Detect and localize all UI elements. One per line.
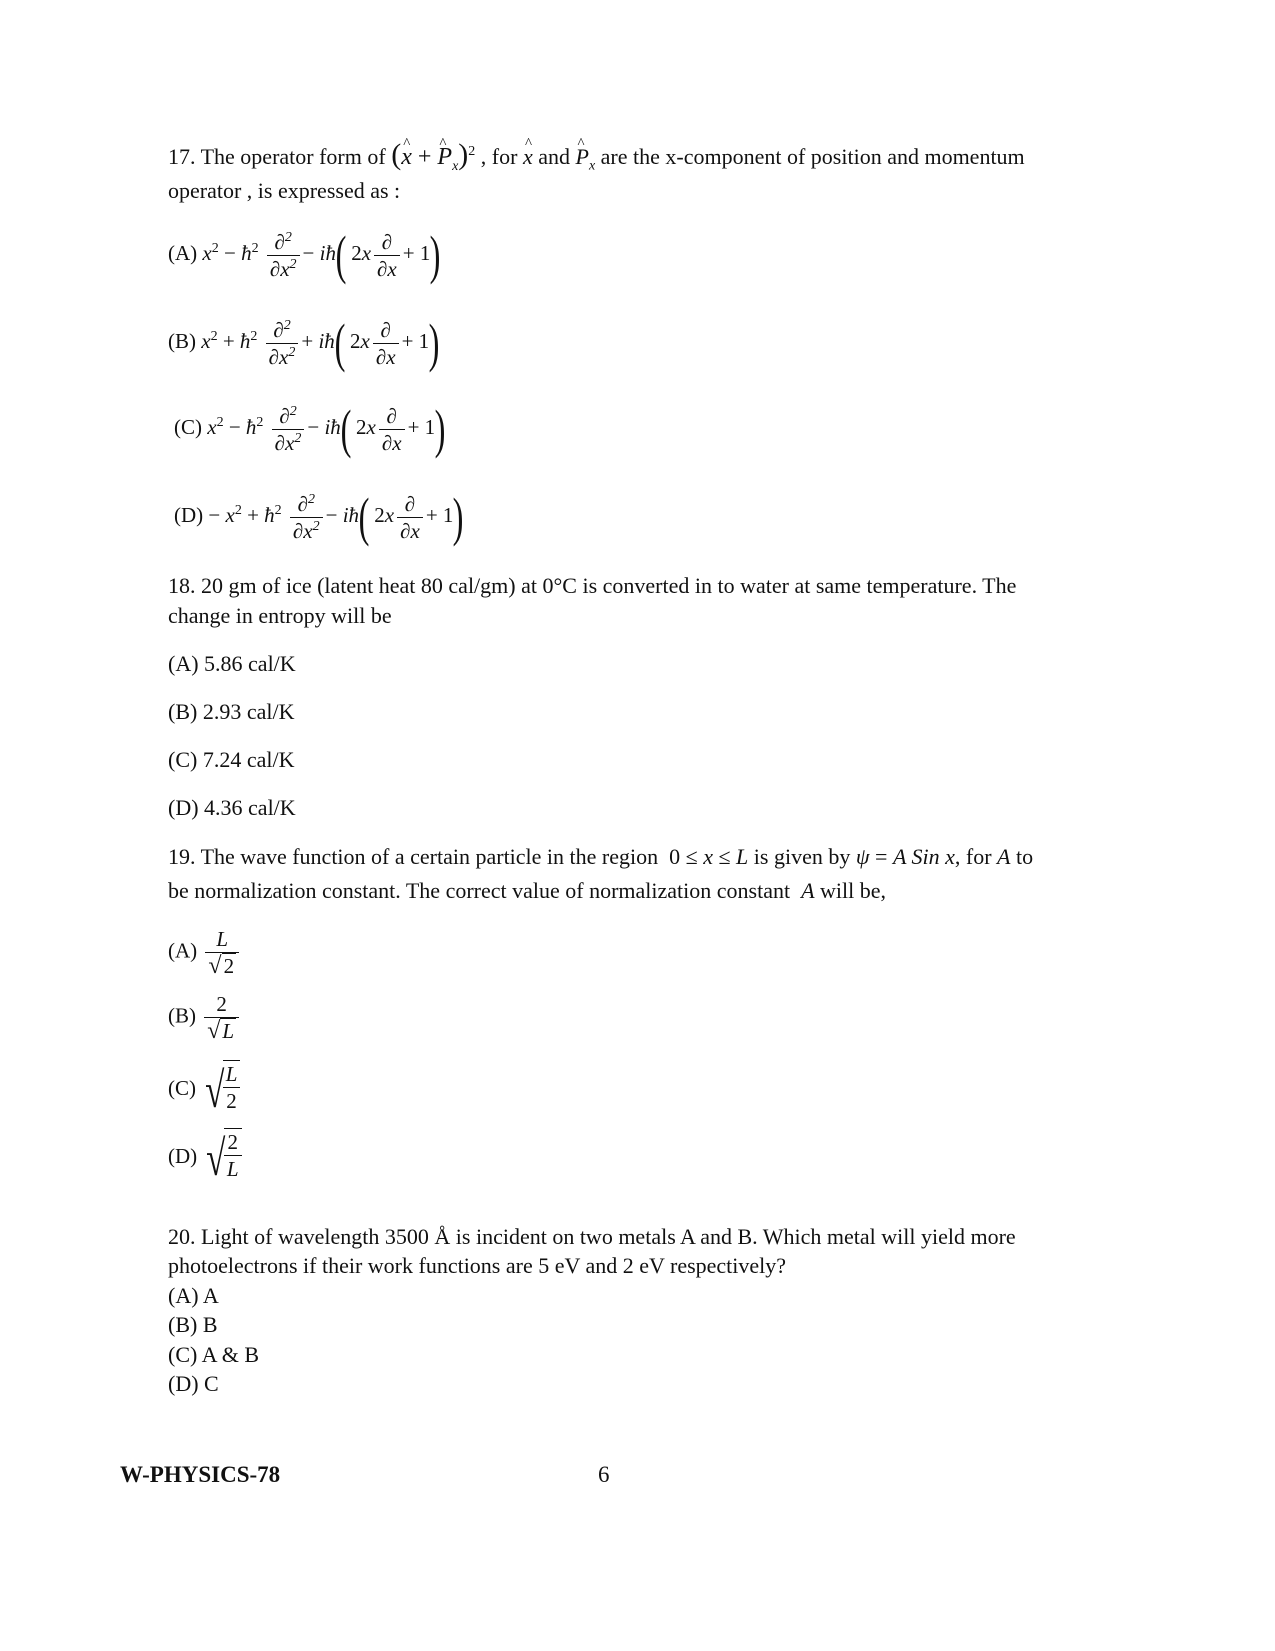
q17-option-d: $(D) - x^2$ + $ħ^2$ $\frac{\partial^2}{\partial x^2}$ − iħ( 2x $\frac{\partial}{\partial x}$ + 1) xyxy=(174,487,464,547)
q17-option-a: (A) $x^2$ − $ħ^2$ $\frac{\partial^2}{\partial x^2}$ − iħ( 2x $\frac{\partial}{\partial x}$ + 1) xyxy=(168,225,441,285)
q19-line1-c: , for xyxy=(954,844,992,869)
q19-line1-a: 19. The wave function of a certain particle in the region xyxy=(168,844,659,869)
q17-stem-a: 17. The operator form of xyxy=(168,144,386,169)
q17-p-hat: ^ P xyxy=(575,142,588,172)
q19-region: 0 ≤ x ≤ L xyxy=(663,844,749,869)
q19-option-a-label: (A) xyxy=(168,938,198,963)
q20-option-d: (D) C xyxy=(168,1371,219,1396)
q19-line2-b: will be, xyxy=(820,878,887,903)
q19-line2-a: be normalization constant. The correct value of normalization constant xyxy=(168,878,791,903)
q17-option-b: (B) $x^2$ + $ħ^2$ $\frac{\partial^2}{\partial x^2}$ + iħ( 2x $\frac{\partial}{\partial x}$ + 1) xyxy=(168,313,440,373)
q20-line2: photoelectrons if their work functions are 5 eV and 2 eV respectively? xyxy=(168,1253,787,1278)
q19-wavefunction: ψ xyxy=(855,844,870,869)
q19-option-b-label: (B) xyxy=(168,1003,196,1028)
q17-option-b-label: (B) xyxy=(168,328,196,353)
q18-option-b: (B) 2.93 cal/K xyxy=(168,699,295,724)
q17-stem-c: and xyxy=(538,144,570,169)
q17-option-a-label: (A) xyxy=(168,240,198,265)
q20-option-a: (A) A xyxy=(168,1283,219,1308)
q18-line2: change in entropy will be xyxy=(168,603,392,628)
q19-option-c: (C) √ $\frac{L}{2}$ xyxy=(168,1060,240,1120)
q19-line1-d: to xyxy=(1015,844,1034,869)
q17-option-d-label: (D) xyxy=(174,502,204,527)
q18-line1: 18. 20 gm of ice (latent heat 80 cal/gm) at 0°C is converted in to water at same temperature. The xyxy=(168,573,1017,598)
q17-option-c: (C) $x^2$ − $ħ^2$ $\frac{\partial^2}{\partial x^2}$ − iħ( 2x $\frac{\partial}{\partial x}$ + 1) xyxy=(174,399,446,459)
page-number: 6 xyxy=(598,1462,610,1487)
q19-line1-b: is given by xyxy=(753,844,851,869)
q19-line1: 19. The wave function of a certain particle in the region 0 ≤ x ≤ L is given by ψ = A Sin x, for A to xyxy=(168,844,1034,869)
q17-stem-line2: operator , is expressed as : xyxy=(168,178,401,203)
q17-x-hat: ^ x xyxy=(523,142,533,172)
q20-option-c: (C) A & B xyxy=(168,1342,260,1367)
q17-operator-expression: (^ x + ^ $P_x)^2$ xyxy=(391,144,475,170)
q17-option-c-label: (C) xyxy=(174,414,202,439)
q18-option-d: (D) 4.36 cal/K xyxy=(168,795,296,820)
q20-line1: 20. Light of wavelength 3500 Å is incident on two metals A and B. Which metal will yield more xyxy=(168,1224,1016,1249)
q18-option-a: (A) 5.86 cal/K xyxy=(168,651,296,676)
q19-option-d-label: (D) xyxy=(168,1143,198,1168)
q19-option-a: (A) $\frac{L}{√2}$ xyxy=(168,926,242,979)
q19-line2: be normalization constant. The correct value of normalization constant A will be, xyxy=(168,878,887,903)
q19-option-c-label: (C) xyxy=(168,1075,196,1100)
q17-stem-b: , for xyxy=(480,144,518,169)
q17-stem-d: are the x-component of position and momentum xyxy=(600,144,1025,169)
q19-option-d: (D) √ $\frac{2}{L}$ xyxy=(168,1128,242,1188)
q17-stem-line1: 17. The operator form of (^ x + ^ $P_x)^2$ , for ^ x and ^ $P_x$ are the x-component of position and momentum xyxy=(168,140,1025,172)
q18-option-c: (C) 7.24 cal/K xyxy=(168,747,295,772)
paper-code: W-PHYSICS-78 xyxy=(120,1462,281,1487)
q19-option-b: (B) $\frac{2}{√L}$ xyxy=(168,991,242,1044)
q20-option-b: (B) B xyxy=(168,1312,218,1337)
